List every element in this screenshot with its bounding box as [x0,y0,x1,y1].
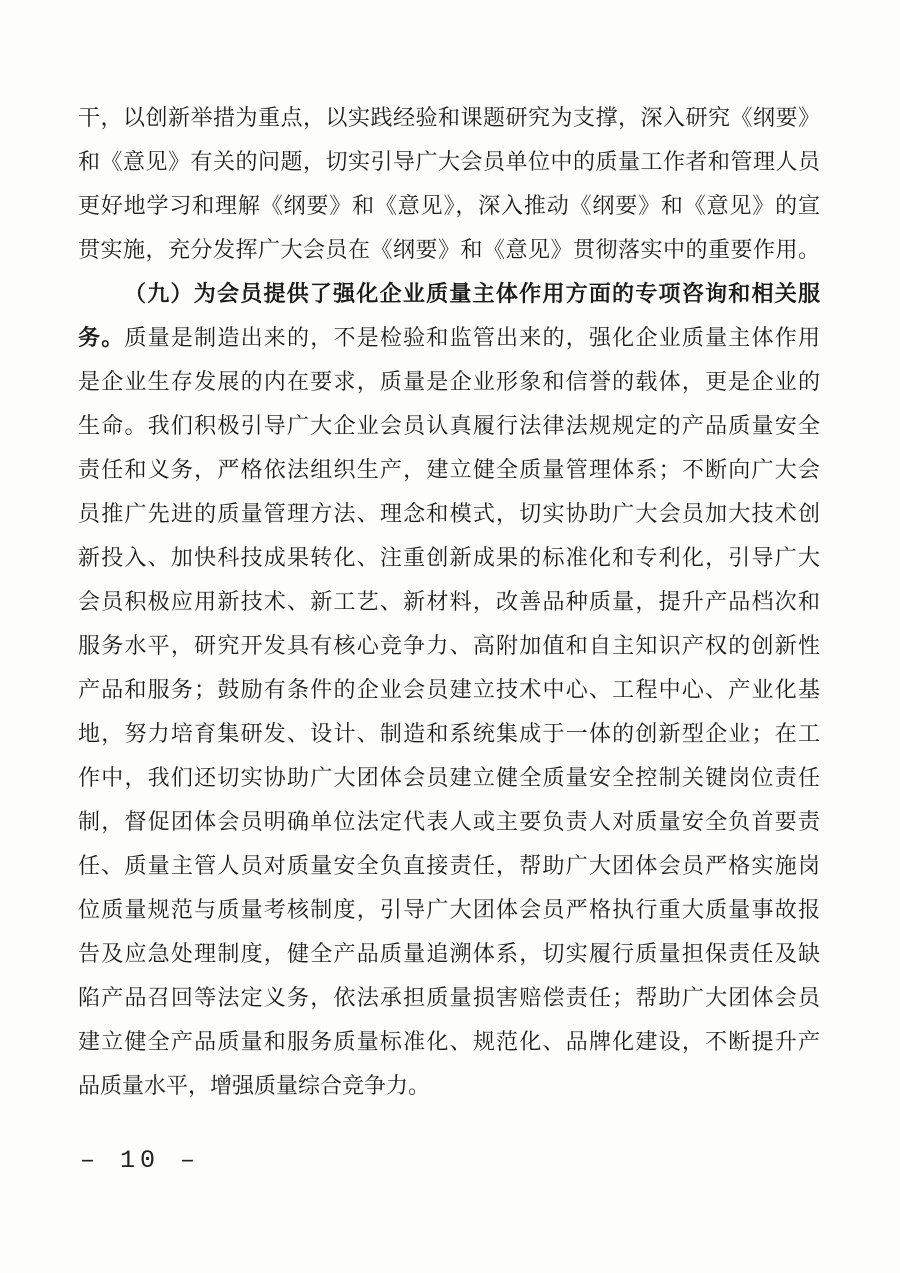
text-line [78,228,820,272]
text-line [78,668,820,712]
text-segment: 责任和义务，严格依法组织生产，建立健全质量管理体系；不断向广大会 [78,457,820,482]
text-line [78,1064,820,1108]
text-line [78,272,820,316]
text-line [78,580,820,624]
text-line [78,316,820,360]
text-line [78,800,820,844]
text-line [78,932,820,976]
text-segment: 位质量规范与质量考核制度，引导广大团体会员严格执行重大质量事故报 [78,897,820,922]
text-segment: 制，督促团体会员明确单位法定代表人或主要负责人对质量安全负首要责 [78,809,820,834]
text-line [78,888,820,932]
text-segment: 告及应急处理制度，健全产品质量追溯体系，切实履行质量担保责任及缺 [78,941,820,966]
text-segment: 贯实施，充分发挥广大会员在《纲要》和《意见》贯彻落实中的重要作用。 [78,237,820,262]
text-segment: 干，以创新举措为重点，以实践经验和课题研究为支撑，深入研究《纲要》 [78,105,820,130]
text-segment: 新投入、加快科技成果转化、注重创新成果的标准化和专利化，引导广大 [78,545,820,570]
text-line [78,140,820,184]
text-segment: 是企业生存发展的内在要求，质量是企业形象和信誉的载体，更是企业的 [78,369,820,394]
text-line [78,184,820,228]
text-line [78,536,820,580]
text-segment: 员推广先进的质量管理方法、理念和模式，切实协助广大会员加大技术创 [78,501,820,526]
text-segment: 和《意见》有关的问题，切实引导广大会员单位中的质量工作者和管理人员 [78,149,820,174]
text-segment: 产品和服务；鼓励有条件的企业会员建立技术中心、工程中心、产业化基 [78,677,820,702]
text-segment: 质量是制造出来的，不是检验和监管出来的，强化企业质量主体作用 [124,325,820,350]
text-line [78,712,820,756]
text-segment: 陷产品召回等法定义务，依法承担质量损害赔偿责任；帮助广大团体会员 [78,985,820,1010]
text-line [78,844,820,888]
text-line [78,404,820,448]
text-line [78,360,820,404]
bold-text-segment: 务。 [78,325,125,350]
text-segment: 会员积极应用新技术、新工艺、新材料，改善品种质量，提升产品档次和 [78,589,820,614]
text-line [78,448,820,492]
text-segment: 建立健全产品质量和服务质量标准化、规范化、品牌化建设，不断提升产 [78,1029,820,1054]
text-line [78,624,820,668]
text-line [78,1020,820,1064]
page-number: – 10 – [80,1146,201,1175]
text-line [78,756,820,800]
bold-text-segment: （九）为会员提供了强化企业质量主体作用方面的专项咨询和相关服 [124,281,820,306]
text-segment: 更好地学习和理解《纲要》和《意见》，深入推动《纲要》和《意见》的宣 [78,193,820,218]
text-line [78,96,820,140]
text-segment: 任、质量主管人员对质量安全负直接责任，帮助广大团体会员严格实施岗 [78,853,820,878]
text-segment: 地，努力培育集研发、设计、制造和系统集成于一体的创新型企业；在工 [78,721,820,746]
document-body [78,96,820,1108]
text-segment: 作中，我们还切实协助广大团体会员建立健全质量安全控制关键岗位责任 [78,765,820,790]
text-segment: 品质量水平，增强质量综合竞争力。 [78,1073,431,1098]
text-segment: 服务水平，研究开发具有核心竞争力、高附加值和自主知识产权的创新性 [78,633,820,658]
text-segment: 生命。我们积极引导广大企业会员认真履行法律法规规定的产品质量安全 [78,413,820,438]
text-line [78,976,820,1020]
text-line [78,492,820,536]
